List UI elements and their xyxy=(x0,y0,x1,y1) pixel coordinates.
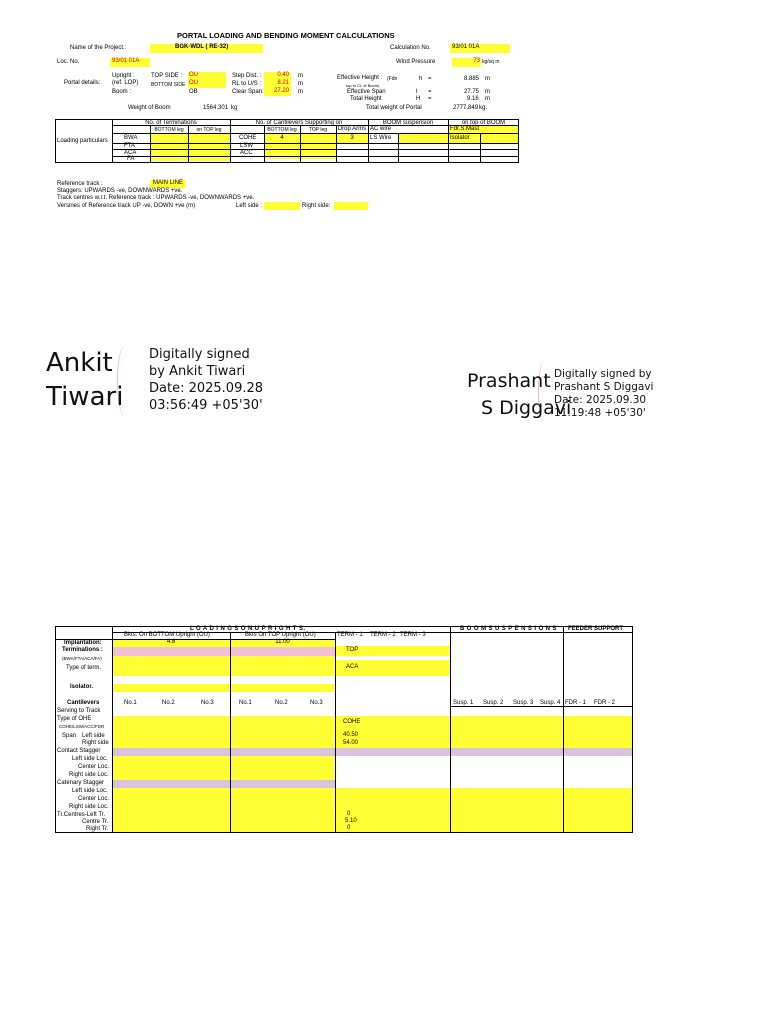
cant-bottom-leg-header: BOTTOM leg xyxy=(267,127,297,133)
H-equals: = xyxy=(428,96,432,102)
span-label: Span xyxy=(62,733,77,739)
top-side-value[interactable]: OU xyxy=(188,72,226,80)
catenary-left-loc: Left side Loc. xyxy=(72,788,108,794)
cant-row-cohe: COHE xyxy=(239,135,257,141)
clear-span-value[interactable]: 27.20 xyxy=(264,88,291,96)
term-row-aca: ACA xyxy=(124,150,137,156)
total-weight-value: 2777.849 xyxy=(453,105,479,111)
bottom-side-value[interactable]: OU xyxy=(188,80,226,88)
signature-name-line2: Tiwari xyxy=(46,382,124,412)
top-side-label: TOP SIDE : xyxy=(151,73,183,79)
clear-span-unit: m xyxy=(298,89,303,95)
contact-stagger-label: Contact Stagger xyxy=(57,748,101,754)
bottom-upright-header: Bkts. On BOTTOM Upright (OU) xyxy=(124,632,210,638)
calc-no-value[interactable]: 93/01 01A xyxy=(450,44,510,53)
term-top-leg-header: on TOP leg xyxy=(196,127,222,133)
l-equals: = xyxy=(428,89,432,95)
signature-info-1: Digitally signed xyxy=(149,347,250,362)
centre-tr-label: Centre Tr. xyxy=(82,819,109,825)
type-ohe-sub-label: COHE/LSW/ACC/FDR xyxy=(59,724,105,729)
H-symbol: H xyxy=(416,96,421,102)
total-weight-label: Total weight of Portal xyxy=(366,105,422,111)
weight-boom-label: Weight of Boom xyxy=(128,105,171,111)
top-upright-header: Bkts On TOP Upright (OU) xyxy=(245,632,316,638)
calc-no-label: Calculation No. xyxy=(390,45,431,51)
on-top-boom-header: on top of BOOM xyxy=(461,120,506,126)
type-of-term-label: Type of term. xyxy=(66,665,102,671)
signature2-info-3: Date: 2025.09.30 xyxy=(554,394,647,406)
span-left-label: Left side xyxy=(82,733,105,739)
boom-label: Boom : xyxy=(112,89,132,95)
cant-row-lsw: LSW xyxy=(240,143,254,149)
implantation-top[interactable]: 11.00 xyxy=(275,639,290,645)
versine-right-input[interactable] xyxy=(334,202,368,210)
term-row-bwa: BWA xyxy=(124,135,138,141)
step-dist-unit: m xyxy=(298,73,303,79)
cantilevers-label: Cantilevers xyxy=(67,700,100,706)
eff-span-unit: m xyxy=(485,89,490,95)
feeder-support-header: FEEDER SUPPORT xyxy=(568,626,624,632)
cant-top-leg-header: TOP leg xyxy=(308,127,328,133)
bottom-cant-no2: No.2 xyxy=(162,700,175,706)
step-dist-label: Step Dist. : xyxy=(232,73,262,79)
versine-right-label: Right side: xyxy=(302,203,331,209)
cohe-bottom-count[interactable]: 4 xyxy=(280,135,284,141)
tr-left-value[interactable]: 0 xyxy=(347,811,351,817)
implantation-bottom[interactable]: 4.8 xyxy=(166,639,176,645)
step-dist-value[interactable]: 0.40 xyxy=(264,72,291,80)
term3-header: TERM - 3 xyxy=(400,632,426,638)
project-value[interactable]: BGK-WDL ( RE-32) xyxy=(150,44,263,53)
ref-track-value[interactable]: MAIN LINE xyxy=(150,180,186,188)
loc-no-value[interactable]: 93/01 01A xyxy=(110,58,150,67)
eff-span-label: Effective Span xyxy=(347,89,386,95)
term1-header: TERM - 1 xyxy=(337,632,363,638)
right-tr-value[interactable]: 0 xyxy=(347,825,351,831)
term-top-value[interactable]: TOP xyxy=(346,647,359,653)
wind-pressure-label: Wind Pressure xyxy=(396,59,436,65)
top-boom-isolator: Isolator xyxy=(450,135,470,141)
h-symbol: h xyxy=(419,76,423,82)
boom-suspensions-header: B O O M S U S P E N S I O N S xyxy=(460,626,557,632)
cohe-drop-arms-count[interactable]: 3 xyxy=(350,135,354,141)
type-ohe-label: Type of OHE xyxy=(57,716,92,722)
bottom-side-label: BOTTOM SIDE xyxy=(151,82,186,88)
catenary-stagger-label: Catenary Stagger xyxy=(57,780,105,786)
clear-span-label: Clear Span: xyxy=(232,89,264,95)
page-title: PORTAL LOADING AND BENDING MOMENT CALCULATIONS xyxy=(177,31,395,40)
isolator-label: Isolator. xyxy=(70,684,94,690)
loc-no-label: Loc. No. xyxy=(57,59,80,65)
top-boom-fdr-mast: Fdr.S.Mast xyxy=(450,126,480,132)
term-bottom-leg-header: BOTTOM leg xyxy=(154,127,184,133)
eff-height-label: Effective Height : xyxy=(337,75,383,81)
type-of-term-value[interactable]: ACA xyxy=(346,664,359,670)
track-centres-note: Track centres w.r.t. Reference track : UPWARDS -ve, DOWNWARDS +ve. xyxy=(57,195,255,201)
total-height-label: Total Height xyxy=(350,96,382,102)
bottom-cant-no1: No.1 xyxy=(124,700,137,706)
top-cant-no3: No.3 xyxy=(310,700,323,706)
rl-label: RL to U/S : xyxy=(232,81,262,87)
term-row-fta: FTA xyxy=(124,143,135,149)
signature-info-3: Date: 2025.09.28 xyxy=(149,381,264,396)
signature2-info-1: Digitally signed by xyxy=(554,368,652,380)
signature-name2-line1: Prashant xyxy=(467,370,551,392)
eff-height-note-b: top to CL of Boom) xyxy=(346,83,380,88)
eff-height-value: 8.885 xyxy=(464,76,480,82)
total-height-value: 9.16 xyxy=(467,96,479,102)
loadings-header: L O A D I N G S O N U P R I G H T S. xyxy=(190,626,306,632)
top-cant-no2: No.2 xyxy=(275,700,288,706)
total-height-unit: m xyxy=(485,96,490,102)
upright-label: Upright : xyxy=(112,73,135,79)
bottom-cant-no3: No.3 xyxy=(201,700,214,706)
catenary-right-loc: Right side Loc. xyxy=(69,804,109,810)
rl-value[interactable]: 8.21 xyxy=(264,80,291,88)
loading-particulars-label: Loading particulars xyxy=(57,138,108,144)
eff-span-value: 27.75 xyxy=(464,89,480,95)
term2-header: TERM - 2 xyxy=(370,632,396,638)
susp3-header: Susp. 3 xyxy=(513,700,534,706)
l-symbol: l xyxy=(416,89,418,95)
weight-boom-unit: kg xyxy=(231,105,238,111)
susp-row-ac-wire: AC wire xyxy=(370,126,392,132)
wind-pressure-value[interactable]: 73 xyxy=(452,58,481,67)
span-right-label: Right side xyxy=(82,740,109,746)
terminations-sub-label: (BWA/FTA/ACA/FA) xyxy=(62,656,102,661)
cantilevers-header: No. of Cantilevers Supporting on xyxy=(255,120,343,126)
span-left-value[interactable]: 40.50 xyxy=(343,732,359,738)
contact-left-loc: Left side Loc. xyxy=(72,756,108,762)
implantation-label: Implantation: xyxy=(64,640,102,646)
susp-row-ls-wire: LS Wire xyxy=(370,135,392,141)
contact-center-loc: Center Loc. xyxy=(78,764,110,770)
top-cant-no1: No.1 xyxy=(239,700,252,706)
signature-name-line1: Ankit xyxy=(46,348,113,378)
stagger-note: Staggers: UPWARDS -ve, DOWNWARDS +ve. xyxy=(57,188,183,194)
span-right-value[interactable]: 54.00 xyxy=(343,740,359,746)
term-row-fa: FA xyxy=(127,156,135,162)
terminations-label: Terminations : xyxy=(62,647,103,653)
serving-track-label: Serving to Track xyxy=(57,708,101,714)
susp4-header: Susp. 4 xyxy=(540,700,561,706)
signature2-info-2: Prashant S Diggavi xyxy=(554,381,654,393)
susp2-header: Susp. 2 xyxy=(483,700,504,706)
h-equals: = xyxy=(428,76,432,82)
total-weight-unit: kg. xyxy=(479,105,488,111)
signature-info-2: by Ankit Tiwari xyxy=(149,364,246,379)
project-label: Name of the Project.: xyxy=(70,45,127,51)
weight-boom-value: 1564.301 xyxy=(203,105,229,111)
signature-name2-line2: S Diggavi xyxy=(481,397,572,419)
eff-height-note-a: (Fdn xyxy=(387,76,398,82)
signature-info-4: 03:56:49 +05'30' xyxy=(149,398,263,413)
boom-suspension-header: BOOM suspension xyxy=(382,120,434,126)
type-ohe-value[interactable]: COHE xyxy=(343,719,361,725)
rl-unit: m xyxy=(298,81,303,87)
tr-left-label: Tr.Centres-Left Tr. xyxy=(57,812,106,818)
centre-tr-value[interactable]: 5.10 xyxy=(345,818,357,824)
terminations-header: No. of Terminations xyxy=(145,120,197,126)
eff-height-unit: m xyxy=(485,76,490,82)
boom-type-value: OB xyxy=(189,89,198,95)
versine-left-label: Left side : xyxy=(236,203,263,209)
contact-right-loc: Right side Loc. xyxy=(69,772,109,778)
drop-arms-header: Drop Arms xyxy=(337,126,367,132)
fdr2-header: FDR - 2 xyxy=(594,700,615,706)
signature2-info-4: 11:19:48 +05'30' xyxy=(554,407,646,419)
susp1-header: Susp. 1 xyxy=(453,700,474,706)
fdr1-header: FDR - 1 xyxy=(565,700,586,706)
ref-track-label: Reference track : xyxy=(57,181,103,187)
versines-label: Versines of Reference track UP -ve, DOWN +ve (m) xyxy=(57,203,196,209)
right-tr-label: Right Tr. xyxy=(86,826,109,832)
versine-left-input[interactable] xyxy=(264,202,300,210)
wind-pressure-unit: kg/sq m xyxy=(482,59,500,65)
portal-details-label: Portal details: xyxy=(64,80,101,86)
cant-row-acc: ACC xyxy=(240,150,253,156)
ref-lop-label: (ref. LOP) xyxy=(112,80,139,86)
catenary-center-loc: Center Loc. xyxy=(78,796,110,802)
